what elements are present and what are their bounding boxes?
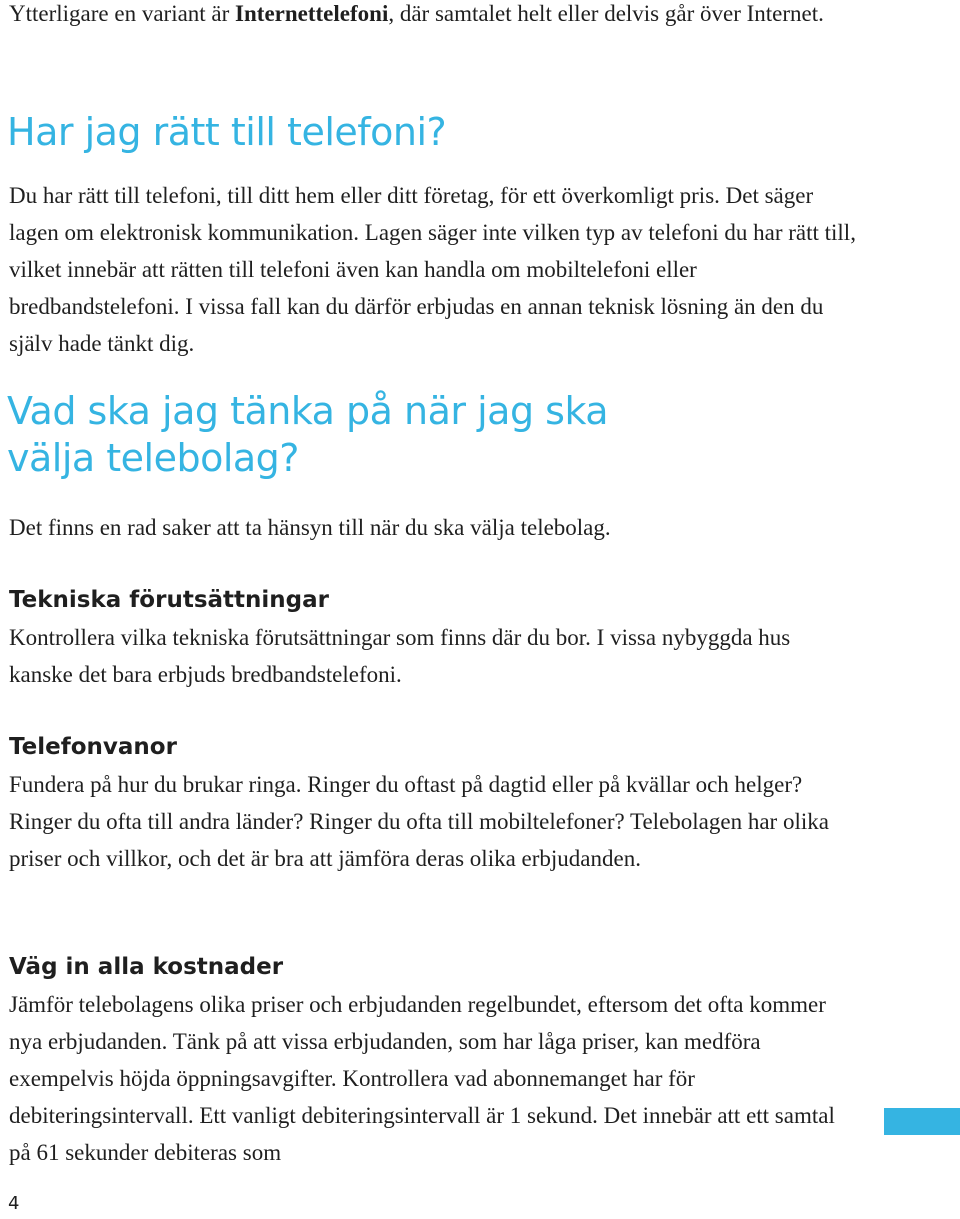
- page-number: 4: [8, 1193, 20, 1214]
- paragraph-right-to-telephony: Du har rätt till telefoni, till ditt hem eller ditt företag, för ett överkomligt pris. Det säger lagen om elektronisk kommunikation. Lagen säger inte vilken typ av telefoni du har rätt till, vilket innebär att rätten till telefoni även kan handla om mobiltelefoni eller bredbandstelefoni. I vissa fall kan du därför erbjudas en annan teknisk lösning än den du själv hade tänkt dig.: [9, 183, 856, 356]
- intro-paragraph: [9, 0, 859, 32]
- heading-choose-operator-line1: Vad ska jag tänka på när jag ska: [7, 389, 609, 433]
- paragraph-calling-habits: Fundera på hur du brukar ringa. Ringer du oftast på dagtid eller på kvällar och helger? Ringer du ofta till andra länder? Ringer du ofta till mobiltelefoner? Telebolagen har olika priser och villkor, och det är bra att jämföra deras olika erbjudanden.: [9, 772, 829, 871]
- intro-bold-term: Internettelefoni: [235, 1, 389, 26]
- heading-choose-operator-line2: välja telebolag?: [7, 436, 299, 480]
- paragraph-choose-operator: Det finns en rad saker att ta hänsyn till när du ska välja telebolag.: [9, 515, 611, 540]
- paragraph-all-costs: Jämför telebolagens olika priser och erbjudanden regelbundet, eftersom det ofta kommer nya erbjudanden. Tänk på att vissa erbjudanden, som har låga priser, kan medföra exempelvis höjda öppningsavgifter. Kontrollera vad abonnemanget har för debiteringsintervall. Ett vanligt debiteringsintervall är 1 sekund. Det innebär att ett samtal på 61 sekunder debiteras som: [9, 992, 835, 1165]
- heading-calling-habits: Telefonvanor: [9, 734, 177, 760]
- heading-choose-operator: [7, 388, 707, 482]
- intro-text-after: , där samtalet helt eller delvis går över Internet.: [388, 1, 824, 26]
- heading-all-costs: Väg in alla kostnader: [9, 954, 284, 980]
- heading-right-to-telephony: Har jag rätt till telefoni?: [7, 110, 447, 154]
- intro-text-before: Ytterligare en variant är: [9, 1, 236, 26]
- section-tab-marker: [884, 1108, 960, 1135]
- paragraph-technical-prerequisites: Kontrollera vilka tekniska förutsättningar som finns där du bor. I vissa nybyggda hus kanske det bara erbjuds bredbandstelefoni.: [9, 625, 791, 687]
- heading-technical-prerequisites: Tekniska förutsättningar: [9, 587, 329, 613]
